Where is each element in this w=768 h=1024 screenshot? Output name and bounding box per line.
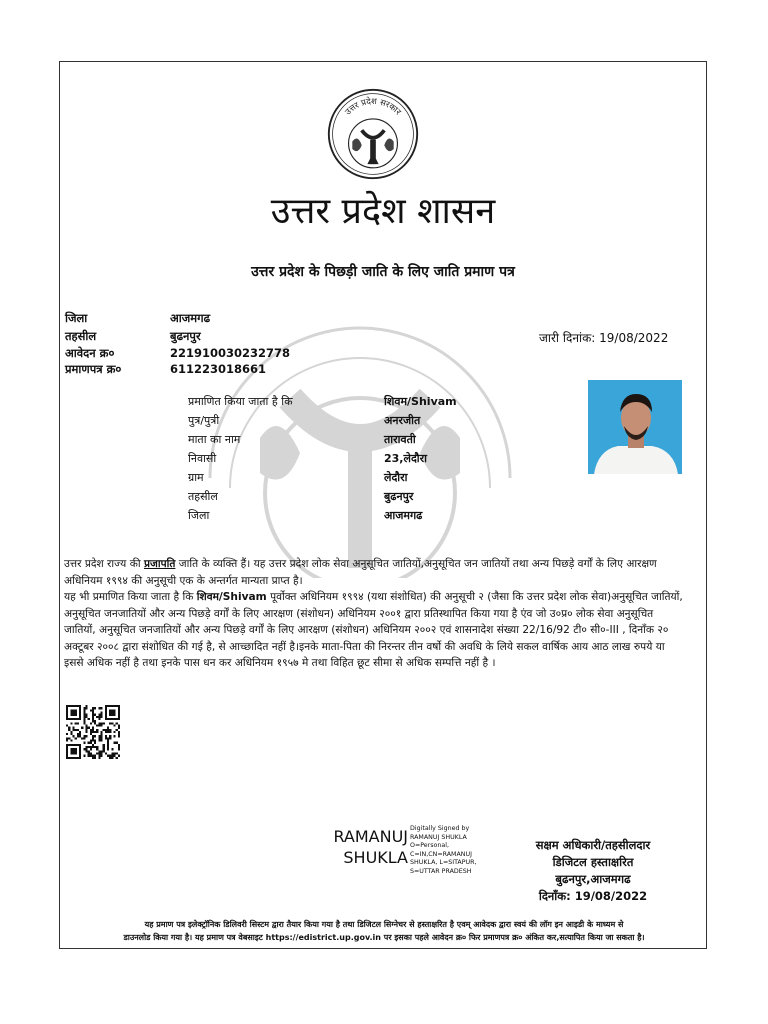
certificate-number-value: 611223018661 <box>170 362 267 376</box>
footer-line1: यह प्रमाण पत्र इलेक्ट्रॉनिक डिलिवरी सिस्टम द्वारा तैयार किया गया है तथा डिजिटल सिग्नेचर से हस्ताक्षरित है एवम् आवेदक द्वारा स्वयं की लॉग इन आइडी के माध्यम से <box>144 920 624 929</box>
certificate-number-label: प्रमाणपत्र क्र० <box>65 362 122 376</box>
certification-paragraph-prefix: यह भी प्रमाणित किया जाता है कि <box>64 591 197 603</box>
signer-name <box>316 826 408 868</box>
parent-label: पुत्र/पुत्री <box>188 414 220 427</box>
signature-meta-line: RAMANUJ SHUKLA <box>410 833 467 841</box>
detail-tehsil-value: बुढनपुर <box>384 490 414 503</box>
signature-meta-line: Digitally Signed by <box>410 825 470 832</box>
signer-name-line2: SHUKLA <box>343 848 408 867</box>
footer-line2: डाउनलोड किया गया है। यह प्रमाण पत्र वेबसाइट https://edistrict.up.gov.in पर इसका पहले आवेदन क्र० फिर प्रमाणपत्र क्र० अंकित कर,सत्यापित किया जा सकता है। <box>123 933 645 942</box>
signer-name-line1: RAMANUJ <box>333 827 408 846</box>
village-label: ग्राम <box>188 471 204 484</box>
detail-tehsil-label: तहसील <box>188 490 218 503</box>
certification-paragraph <box>64 589 684 672</box>
certified-person-value: शिवम/Shivam <box>384 395 457 408</box>
application-number-label: आवेदन क्र० <box>65 346 115 360</box>
signature-meta-line: C=IN,CN=RAMANUJ <box>410 850 472 858</box>
caste-name: प्रजापति <box>143 558 176 570</box>
detail-district-value: आजमगढ <box>384 509 423 522</box>
caste-paragraph-prefix: उत्तर प्रदेश राज्य की <box>64 558 144 570</box>
district-value: आजमगढ <box>170 311 211 325</box>
up-government-emblem-icon <box>326 87 420 181</box>
certificate-subtitle: उत्तर प्रदेश के पिछड़ी जाति के लिए जाति प्रमाण पत्र <box>251 264 515 280</box>
signature-meta-line: O=Personal, <box>410 842 450 849</box>
mother-name-value: तारावती <box>384 433 416 446</box>
officer-sign-type: डिजिटल हस्ताक्षरित <box>552 855 634 869</box>
officer-designation: सक्षम अधिकारी/तहसीलदार <box>535 838 651 852</box>
detail-district-label: जिला <box>188 509 210 522</box>
parent-value: अनरजीत <box>384 414 421 427</box>
resident-label: निवासी <box>188 452 217 465</box>
mother-name-label: माता का नाम <box>188 433 241 446</box>
village-value: लेदौरा <box>384 471 408 484</box>
emblem-watermark-icon <box>170 278 550 578</box>
certified-person-label: प्रमाणित किया जाता है कि <box>188 395 293 408</box>
district-label: जिला <box>65 311 88 325</box>
digital-signature-details <box>410 825 477 876</box>
issue-date: जारी दिनांक: 19/08/2022 <box>539 331 669 345</box>
certification-paragraph-text: पूर्वोक्त अधिनियम १९९४ (यथा संशोधित) की अनुसूची २ (जैसा कि उत्तर प्रदेश लोक सेवा)अनुसूचित जातियों, अनुसूचित जनजातियों और अन्य पिछड़े वर्गों के लिए आरक्षण (संशोधन) अधिनियम २००१ द्वारा प्रतिस्थापित किया गया है एंव जो उ०प्र० लोक सेवा अनुसूचित जातियों, अनुसूचित जनजातियों और अन्य पिछड़े वर्गों के लिए आरक्षण (संशोधन) अधिनियम २००२ एवं शासनादेश संख्या 22/16/92 टी० सी०-III , दिनाँक २० अक्टूबर २००८ द्वारा संशोधित की गई है, से आच्छादित नहीं है।इनके माता-पिता की निरन्तर तीन वर्षो की अवधि के लिये सकल वार्षिक आय आठ लाख रुपये या इससे अधिक नहीं है तथा इनके पास धन कर अधिनियम १९५७ मे तथा विहित छूट सीमा से अधिक सम्पत्ति नहीं है । <box>64 591 683 669</box>
qr-code-icon <box>66 705 120 759</box>
emblem-arc-text: उत्तर प्रदेश सरकार <box>342 95 404 117</box>
certified-name: शिवम/Shivam <box>196 591 267 603</box>
tehsil-value: बुढनपुर <box>170 329 201 343</box>
svg-text:उत्तर प्रदेश सरकार <box>343 96 404 117</box>
caste-paragraph-text: जाति के व्यक्ति हैं। यह उत्तर प्रदेश लोक सेवा अनुसूचित जातियों,अनुसूचित जन जातियों तथा अन्य पिछड़े वर्गों के लिए आरक्षण अधिनियम १९९४ की अनुसूची एक के अन्तर्गत मान्यता प्राप्त है। <box>64 558 657 587</box>
tehsil-label: तहसील <box>65 329 97 343</box>
page-title: उत्तर प्रदेश शासन <box>270 191 496 232</box>
officer-location: बुढनपुर,आजमगढ <box>555 872 631 886</box>
resident-value: 23,लेदौरा <box>384 452 427 465</box>
applicant-photo <box>588 380 682 474</box>
footer-note <box>64 918 704 944</box>
officer-date: दिनाँक: 19/08/2022 <box>538 889 648 903</box>
caste-paragraph <box>64 556 684 589</box>
application-number-value: 221910030232778 <box>170 346 291 360</box>
signature-meta-line: S=UTTAR PRADESH <box>410 867 472 875</box>
signature-meta-line: SHUKLA, L=SITAPUR, <box>410 859 477 866</box>
